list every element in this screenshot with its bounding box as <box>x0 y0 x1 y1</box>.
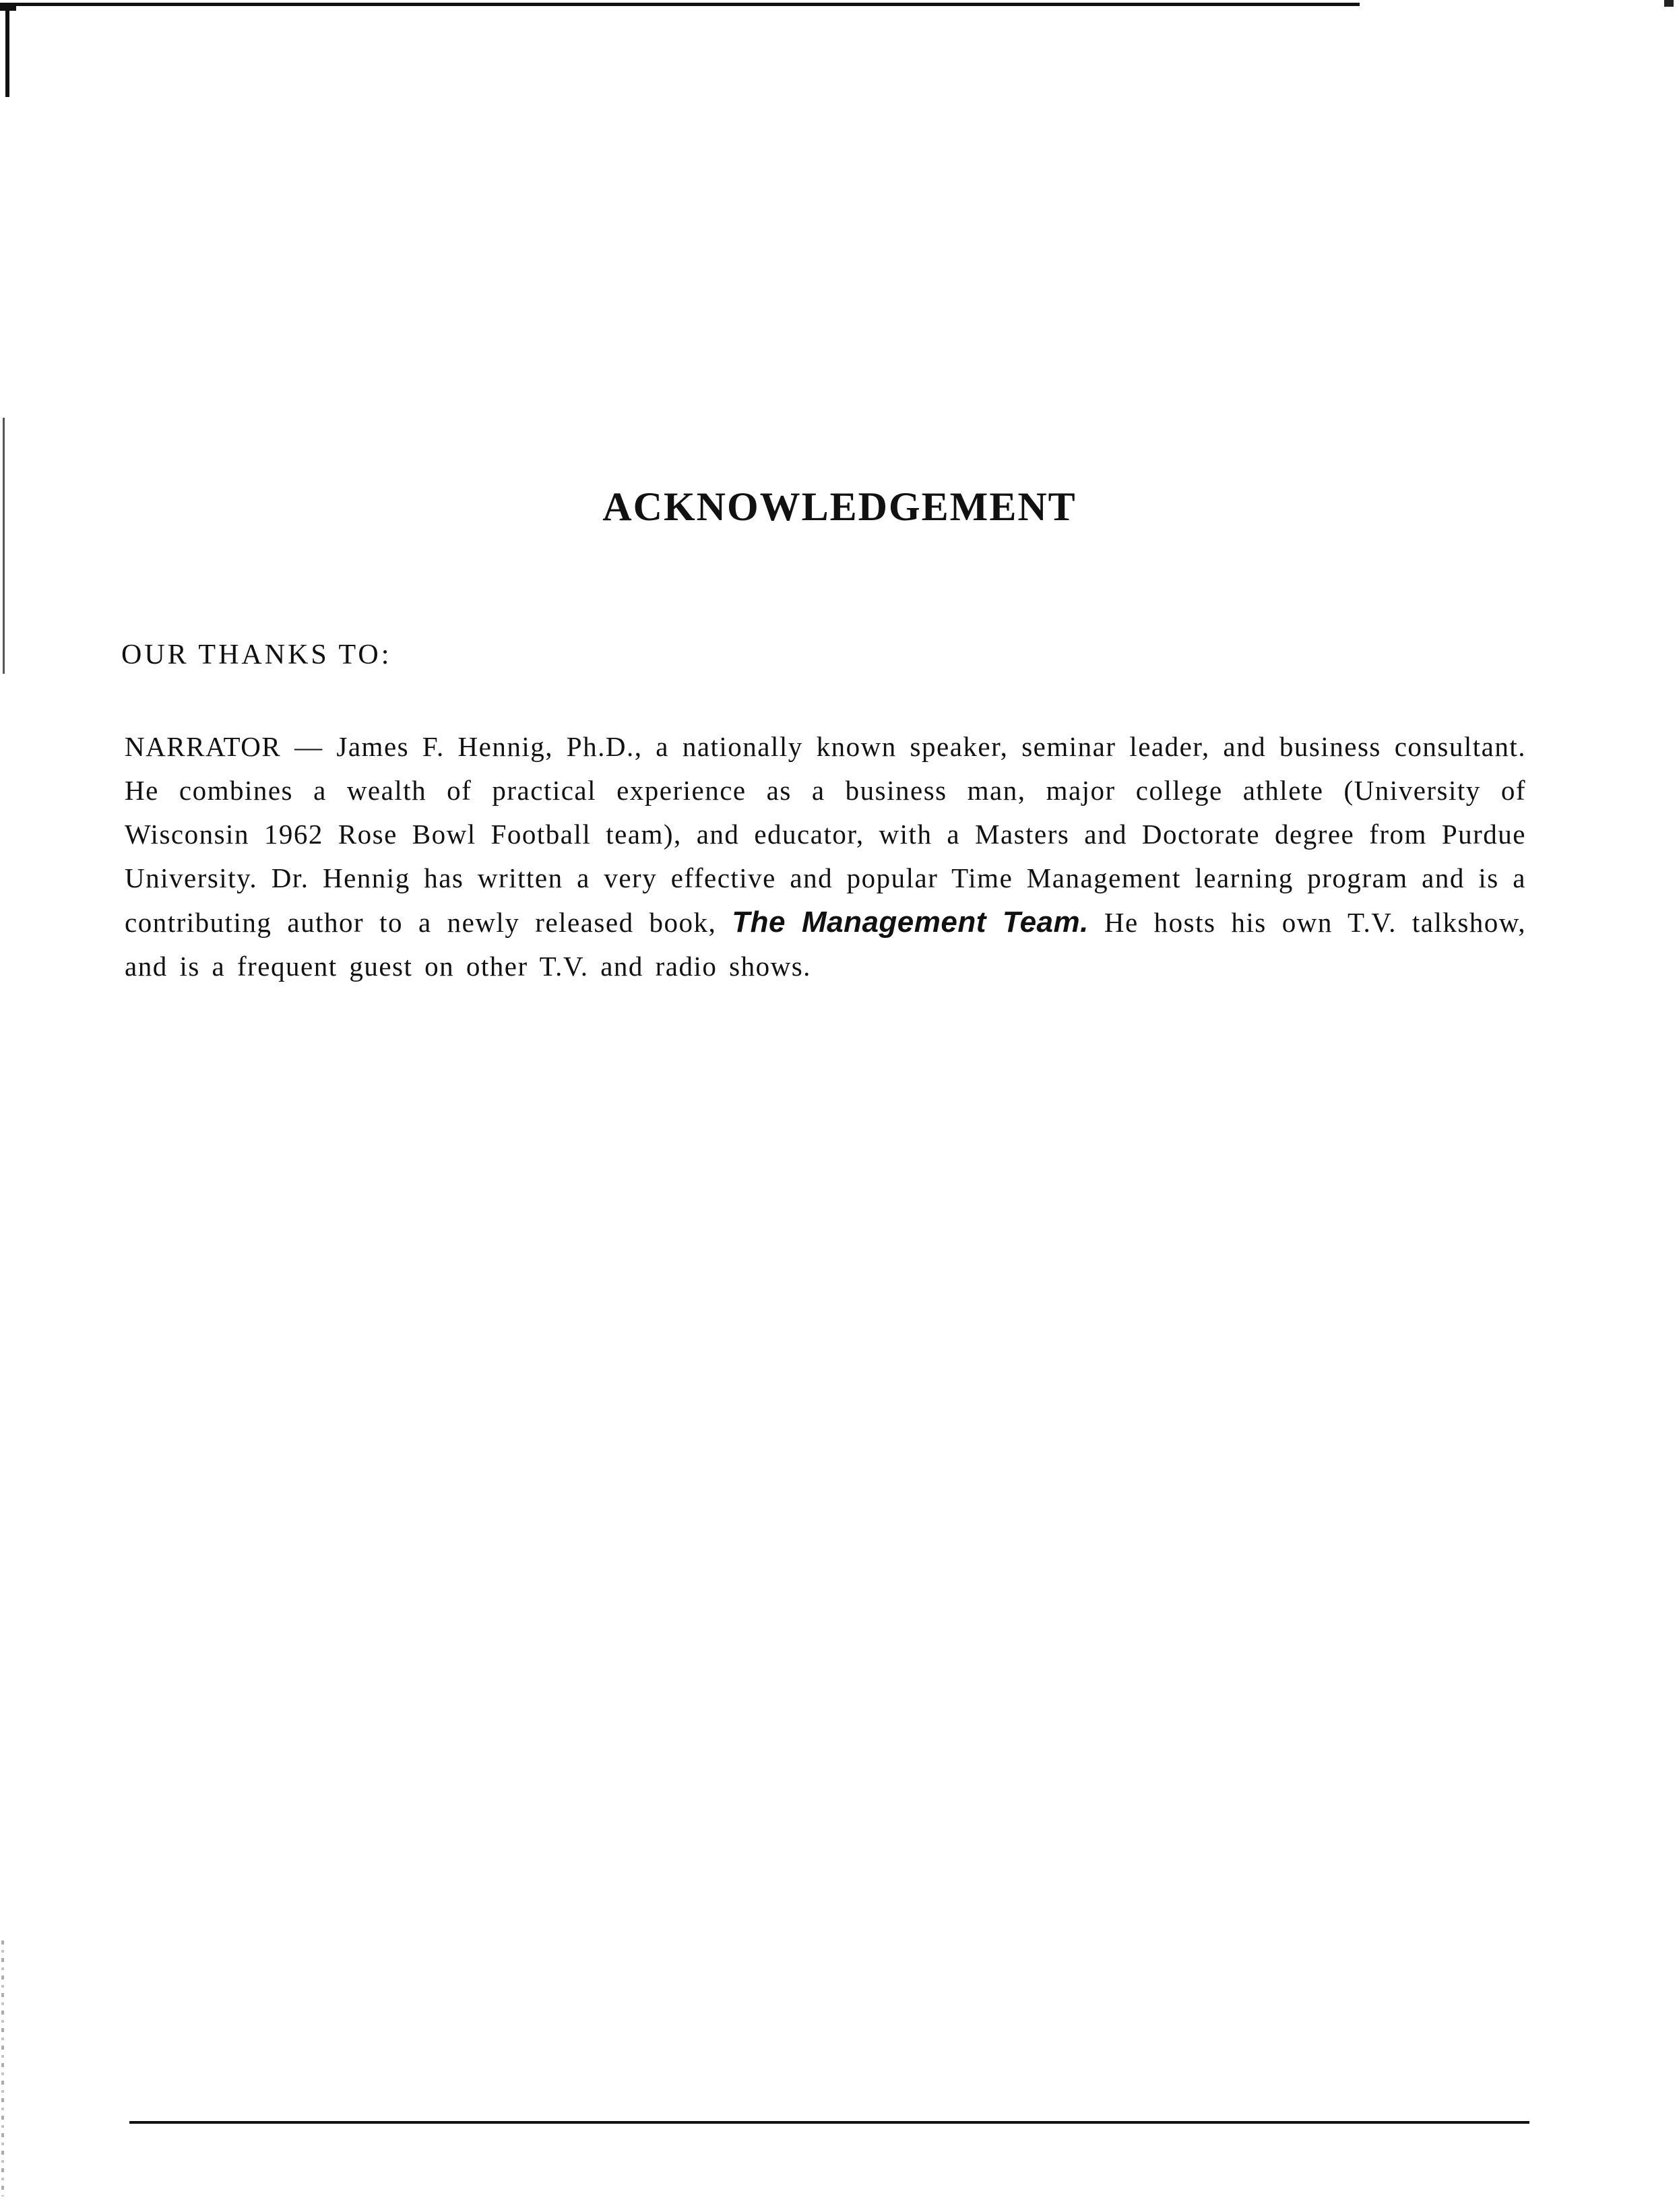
page-title: ACKNOWLEDGEMENT <box>602 484 1077 529</box>
narrator-text-end: He hosts his own T.V. talkshow, and is a frequent guest on other T.V. and radio shows. <box>125 907 1526 982</box>
left-edge-scan-speckle <box>1 1940 4 2197</box>
narrator-text-start: NARRATOR — James F. Hennig, Ph.D., a nationally known speaker, seminar leader, and business consultant. He combines a wealth of practical experience as a business man, major college athlete (University of Wisconsin 1962 Rose Bowl Football team), and educator, with a Masters and Doctorate degree from Purdue University. Dr. Hennig has written a very effective and popular Time Management learning program and is a contributing author to a newly released book, <box>125 731 1526 938</box>
top-border-rule <box>0 3 1360 6</box>
left-edge-scan-line <box>3 418 5 674</box>
top-right-scan-mark <box>1664 0 1674 7</box>
left-margin-tick <box>5 3 9 97</box>
narrator-paragraph <box>125 725 1526 988</box>
thanks-heading: OUR THANKS TO: <box>121 639 392 670</box>
book-title: The Management Team. <box>732 906 1089 939</box>
bottom-border-rule <box>129 2121 1529 2124</box>
